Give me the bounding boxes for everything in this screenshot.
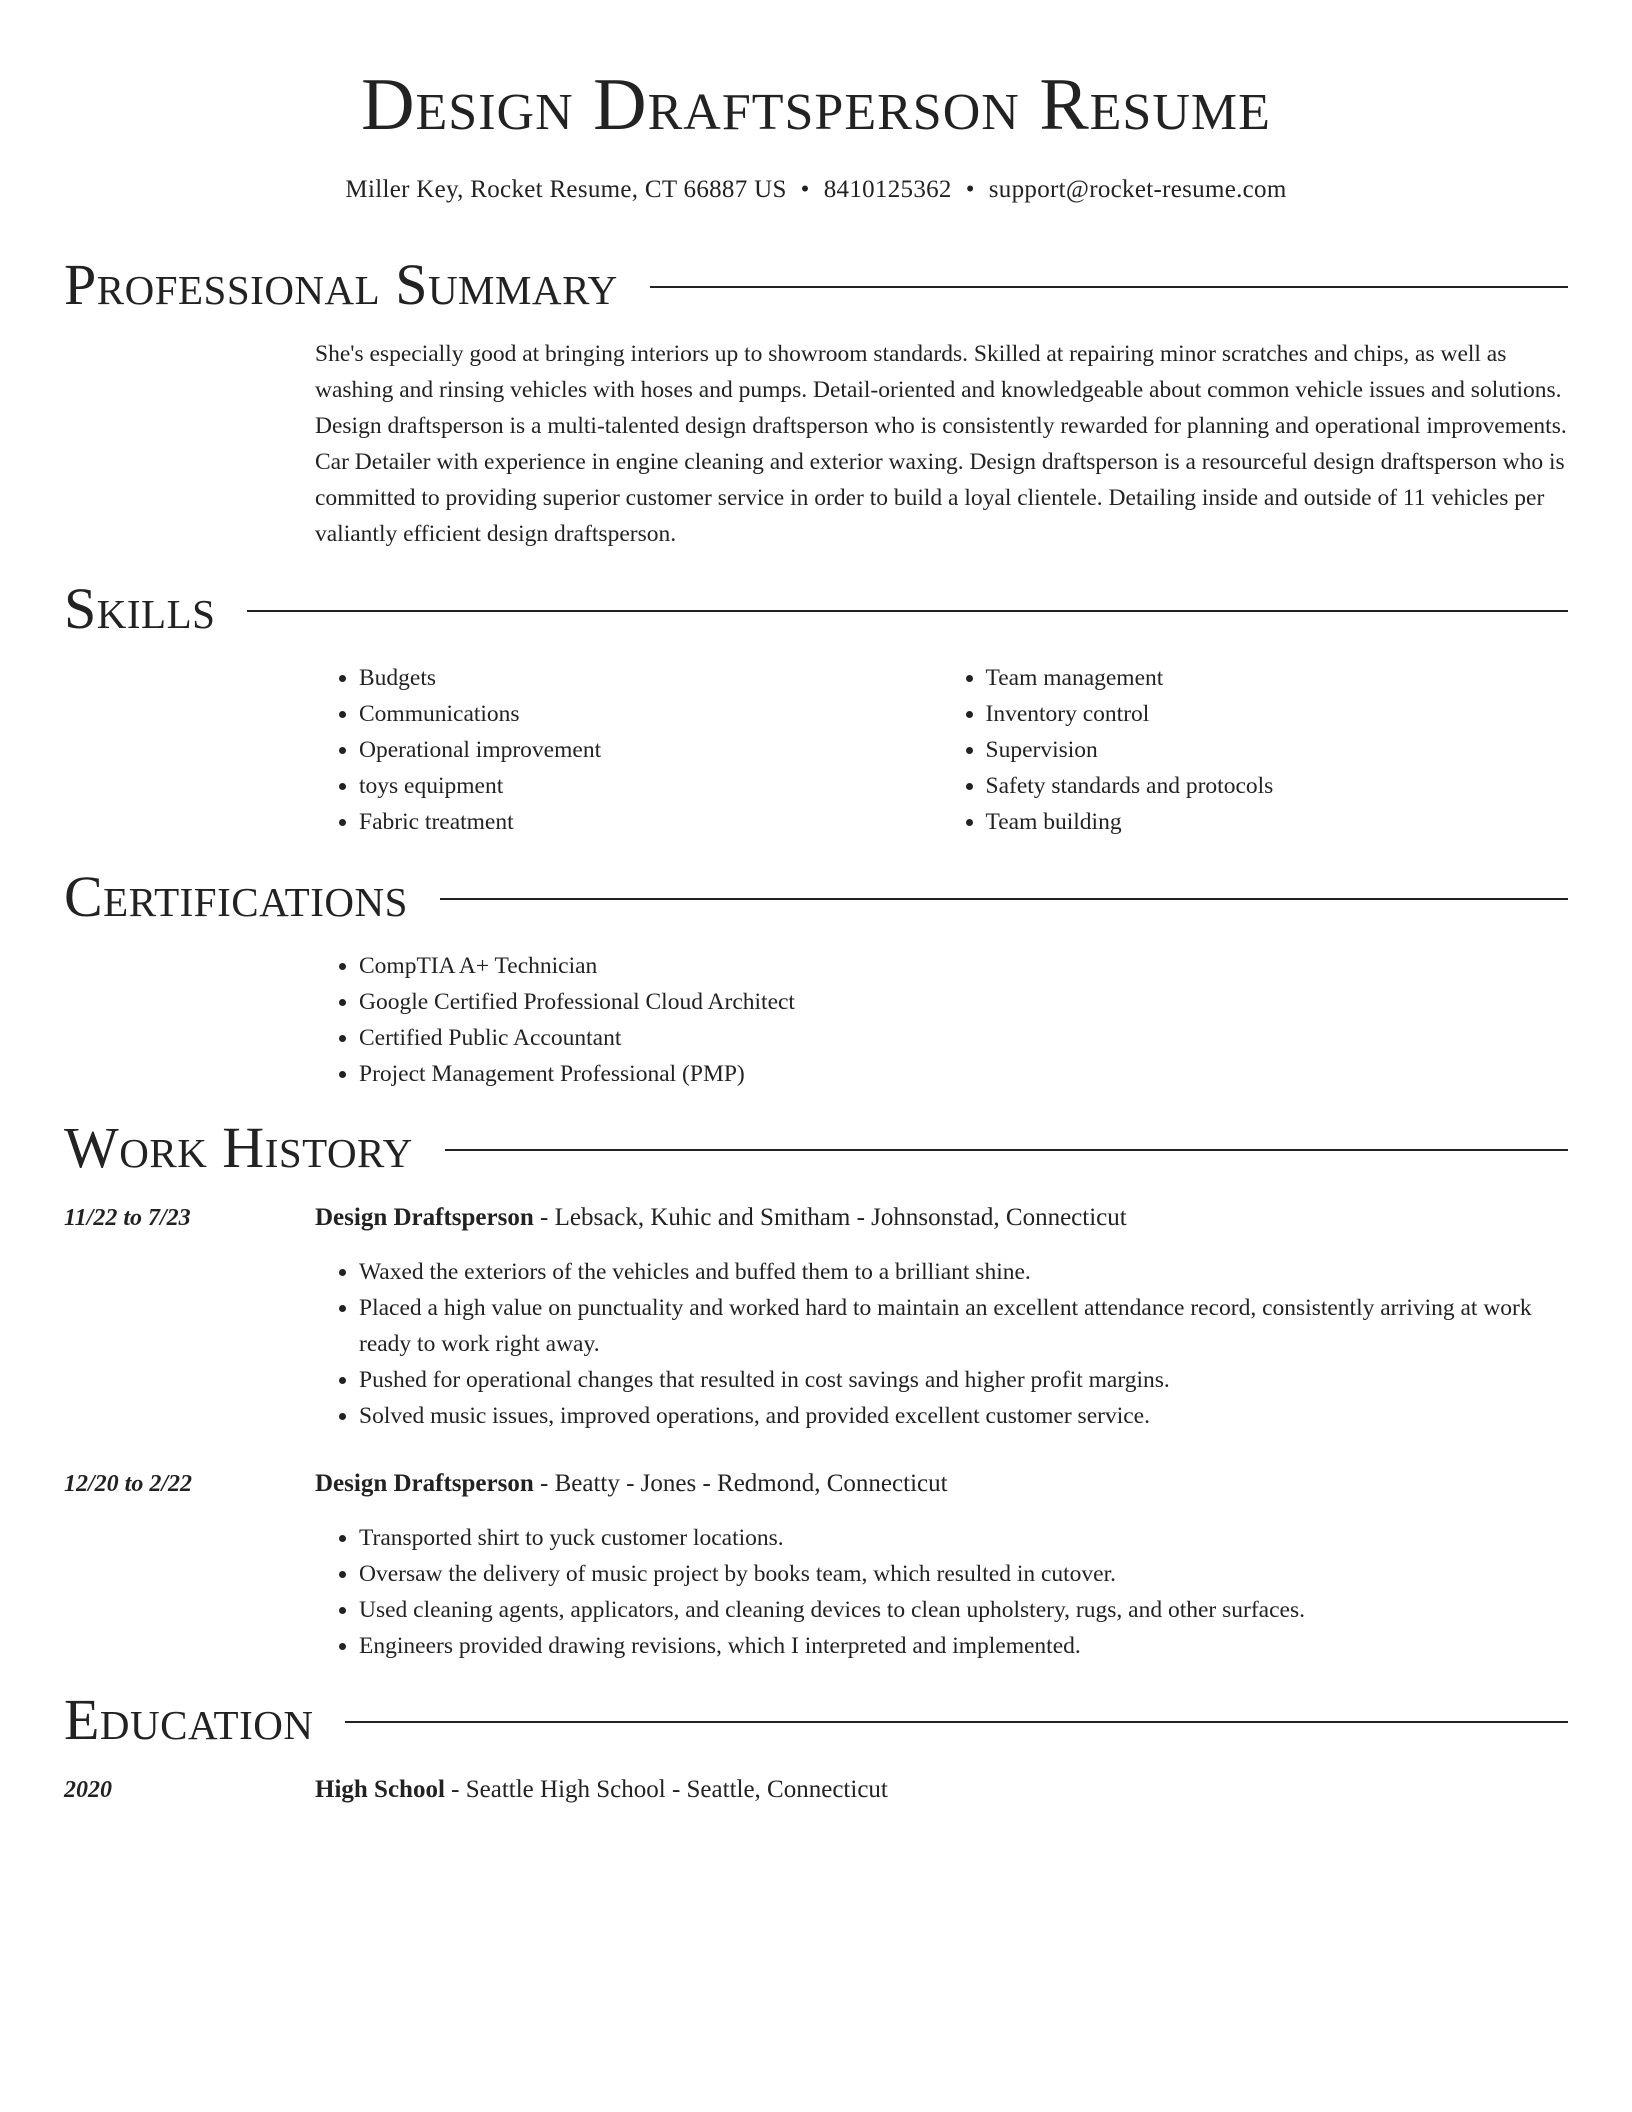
skills-body	[315, 660, 1568, 840]
certification-item: • Project Management Professional (PMP)	[359, 1056, 1568, 1092]
job-employer: - Lebsack, Kuhic and Smitham - Johnsonstad, Connecticut	[533, 1204, 1127, 1231]
job-bullet-list	[315, 1520, 1568, 1664]
job-bullets	[315, 1520, 1568, 1664]
skills-section-header	[64, 574, 1568, 644]
job-dates: 12/20 to 2/22	[64, 1471, 193, 1497]
skills-heading: Skills	[64, 576, 216, 641]
skills-grid	[315, 660, 1568, 840]
education-degree: High School	[315, 1776, 445, 1803]
contact-email: support@rocket-resume.com	[988, 176, 1287, 203]
skill-item: • Supervision	[986, 732, 1569, 768]
job-bullet: • Placed a high value on punctuality and worked hard to maintain an excellent attendance record, consistently arriving at work ready to work right away.	[359, 1290, 1568, 1362]
job-dates: 11/22 to 7/23	[64, 1205, 191, 1231]
job-bullet: • Oversaw the delivery of music project by books team, which resulted in cutover.	[359, 1556, 1568, 1592]
skills-list-left	[315, 660, 942, 840]
contact-separator: •	[965, 176, 975, 203]
summary-text: She's especially good at bringing interiors up to showroom standards. Skilled at repairing minor scratches and chips, as well as washing and rinsing vehicles with hoses and pumps. Detail-oriented and knowledgeable about common vehicle issues and solutions. Design draftsperson is a multi-talented design draftsperson who is consistently rewarded for planning and operational improvements. Car Detailer with experience in engine cleaning and exterior waxing. Design draftsperson is a resourceful design draftsperson who is committed to providing superior customer service in order to build a loyal clientele. Detailing inside and outside of 11 vehicles per valiantly efficient design draftsperson.	[315, 341, 1567, 547]
work-heading: Work History	[64, 1115, 413, 1180]
contact-line	[64, 172, 1568, 208]
education-year: 2020	[64, 1777, 112, 1803]
section-divider	[650, 286, 1568, 288]
education-heading: Education	[64, 1687, 314, 1752]
job-bullets	[315, 1254, 1568, 1434]
skill-item: • Team management	[986, 660, 1569, 696]
skill-item: • Fabric treatment	[359, 804, 942, 840]
job-bullet: • Pushed for operational changes that resulted in cost savings and higher profit margins.	[359, 1362, 1568, 1398]
job-employer: - Beatty - Jones - Redmond, Connecticut	[533, 1470, 948, 1497]
education-school: - Seattle High School - Seattle, Connecticut	[444, 1776, 888, 1803]
job-title-line	[315, 1200, 1568, 1236]
certifications-heading: Certifications	[64, 864, 408, 929]
section-divider	[247, 610, 1568, 612]
certification-item: • Certified Public Accountant	[359, 1020, 1568, 1056]
skill-item: • toys equipment	[359, 768, 942, 804]
skills-list-right	[942, 660, 1569, 840]
education-section-header	[64, 1685, 1568, 1755]
contact-address: Miller Key, Rocket Resume, CT 66887 US	[345, 176, 787, 203]
certification-item: • Google Certified Professional Cloud Architect	[359, 984, 1568, 1020]
certifications-section-header	[64, 862, 1568, 932]
job-bullet-list	[315, 1254, 1568, 1434]
skill-item: • Inventory control	[986, 696, 1569, 732]
section-divider	[440, 898, 1568, 900]
skill-item: • Safety standards and protocols	[986, 768, 1569, 804]
job-role: Design Draftsperson	[315, 1204, 534, 1231]
skill-item: • Communications	[359, 696, 942, 732]
certifications-list	[315, 948, 1568, 1092]
job-bullet: • Used cleaning agents, applicators, and cleaning devices to clean upholstery, rugs, and other surfaces.	[359, 1592, 1568, 1628]
work-section-header	[64, 1113, 1568, 1183]
job-title-line	[315, 1466, 1568, 1502]
job-role: Design Draftsperson	[315, 1470, 534, 1497]
job-bullet: • Engineers provided drawing revisions, which I interpreted and implemented.	[359, 1628, 1568, 1664]
summary-heading: Professional Summary	[64, 252, 618, 317]
job-bullet: • Waxed the exteriors of the vehicles and buffed them to a brilliant shine.	[359, 1254, 1568, 1290]
section-divider	[445, 1149, 1568, 1151]
section-divider	[345, 1721, 1568, 1723]
skill-item: • Team building	[986, 804, 1569, 840]
job-bullet: • Solved music issues, improved operations, and provided excellent customer service.	[359, 1398, 1568, 1434]
contact-separator: •	[800, 176, 810, 203]
summary-section-header	[64, 250, 1568, 320]
skill-item: • Operational improvement	[359, 732, 942, 768]
summary-body	[315, 336, 1568, 552]
contact-phone: 8410125362	[823, 176, 952, 203]
certifications-body	[315, 948, 1568, 1092]
resume-title: Design Draftsperson Resume	[361, 64, 1271, 146]
job-bullet: • Transported shirt to yuck customer locations.	[359, 1520, 1568, 1556]
skill-item: • Budgets	[359, 660, 942, 696]
certification-item: • CompTIA A+ Technician	[359, 948, 1568, 984]
education-line	[315, 1772, 1568, 1808]
